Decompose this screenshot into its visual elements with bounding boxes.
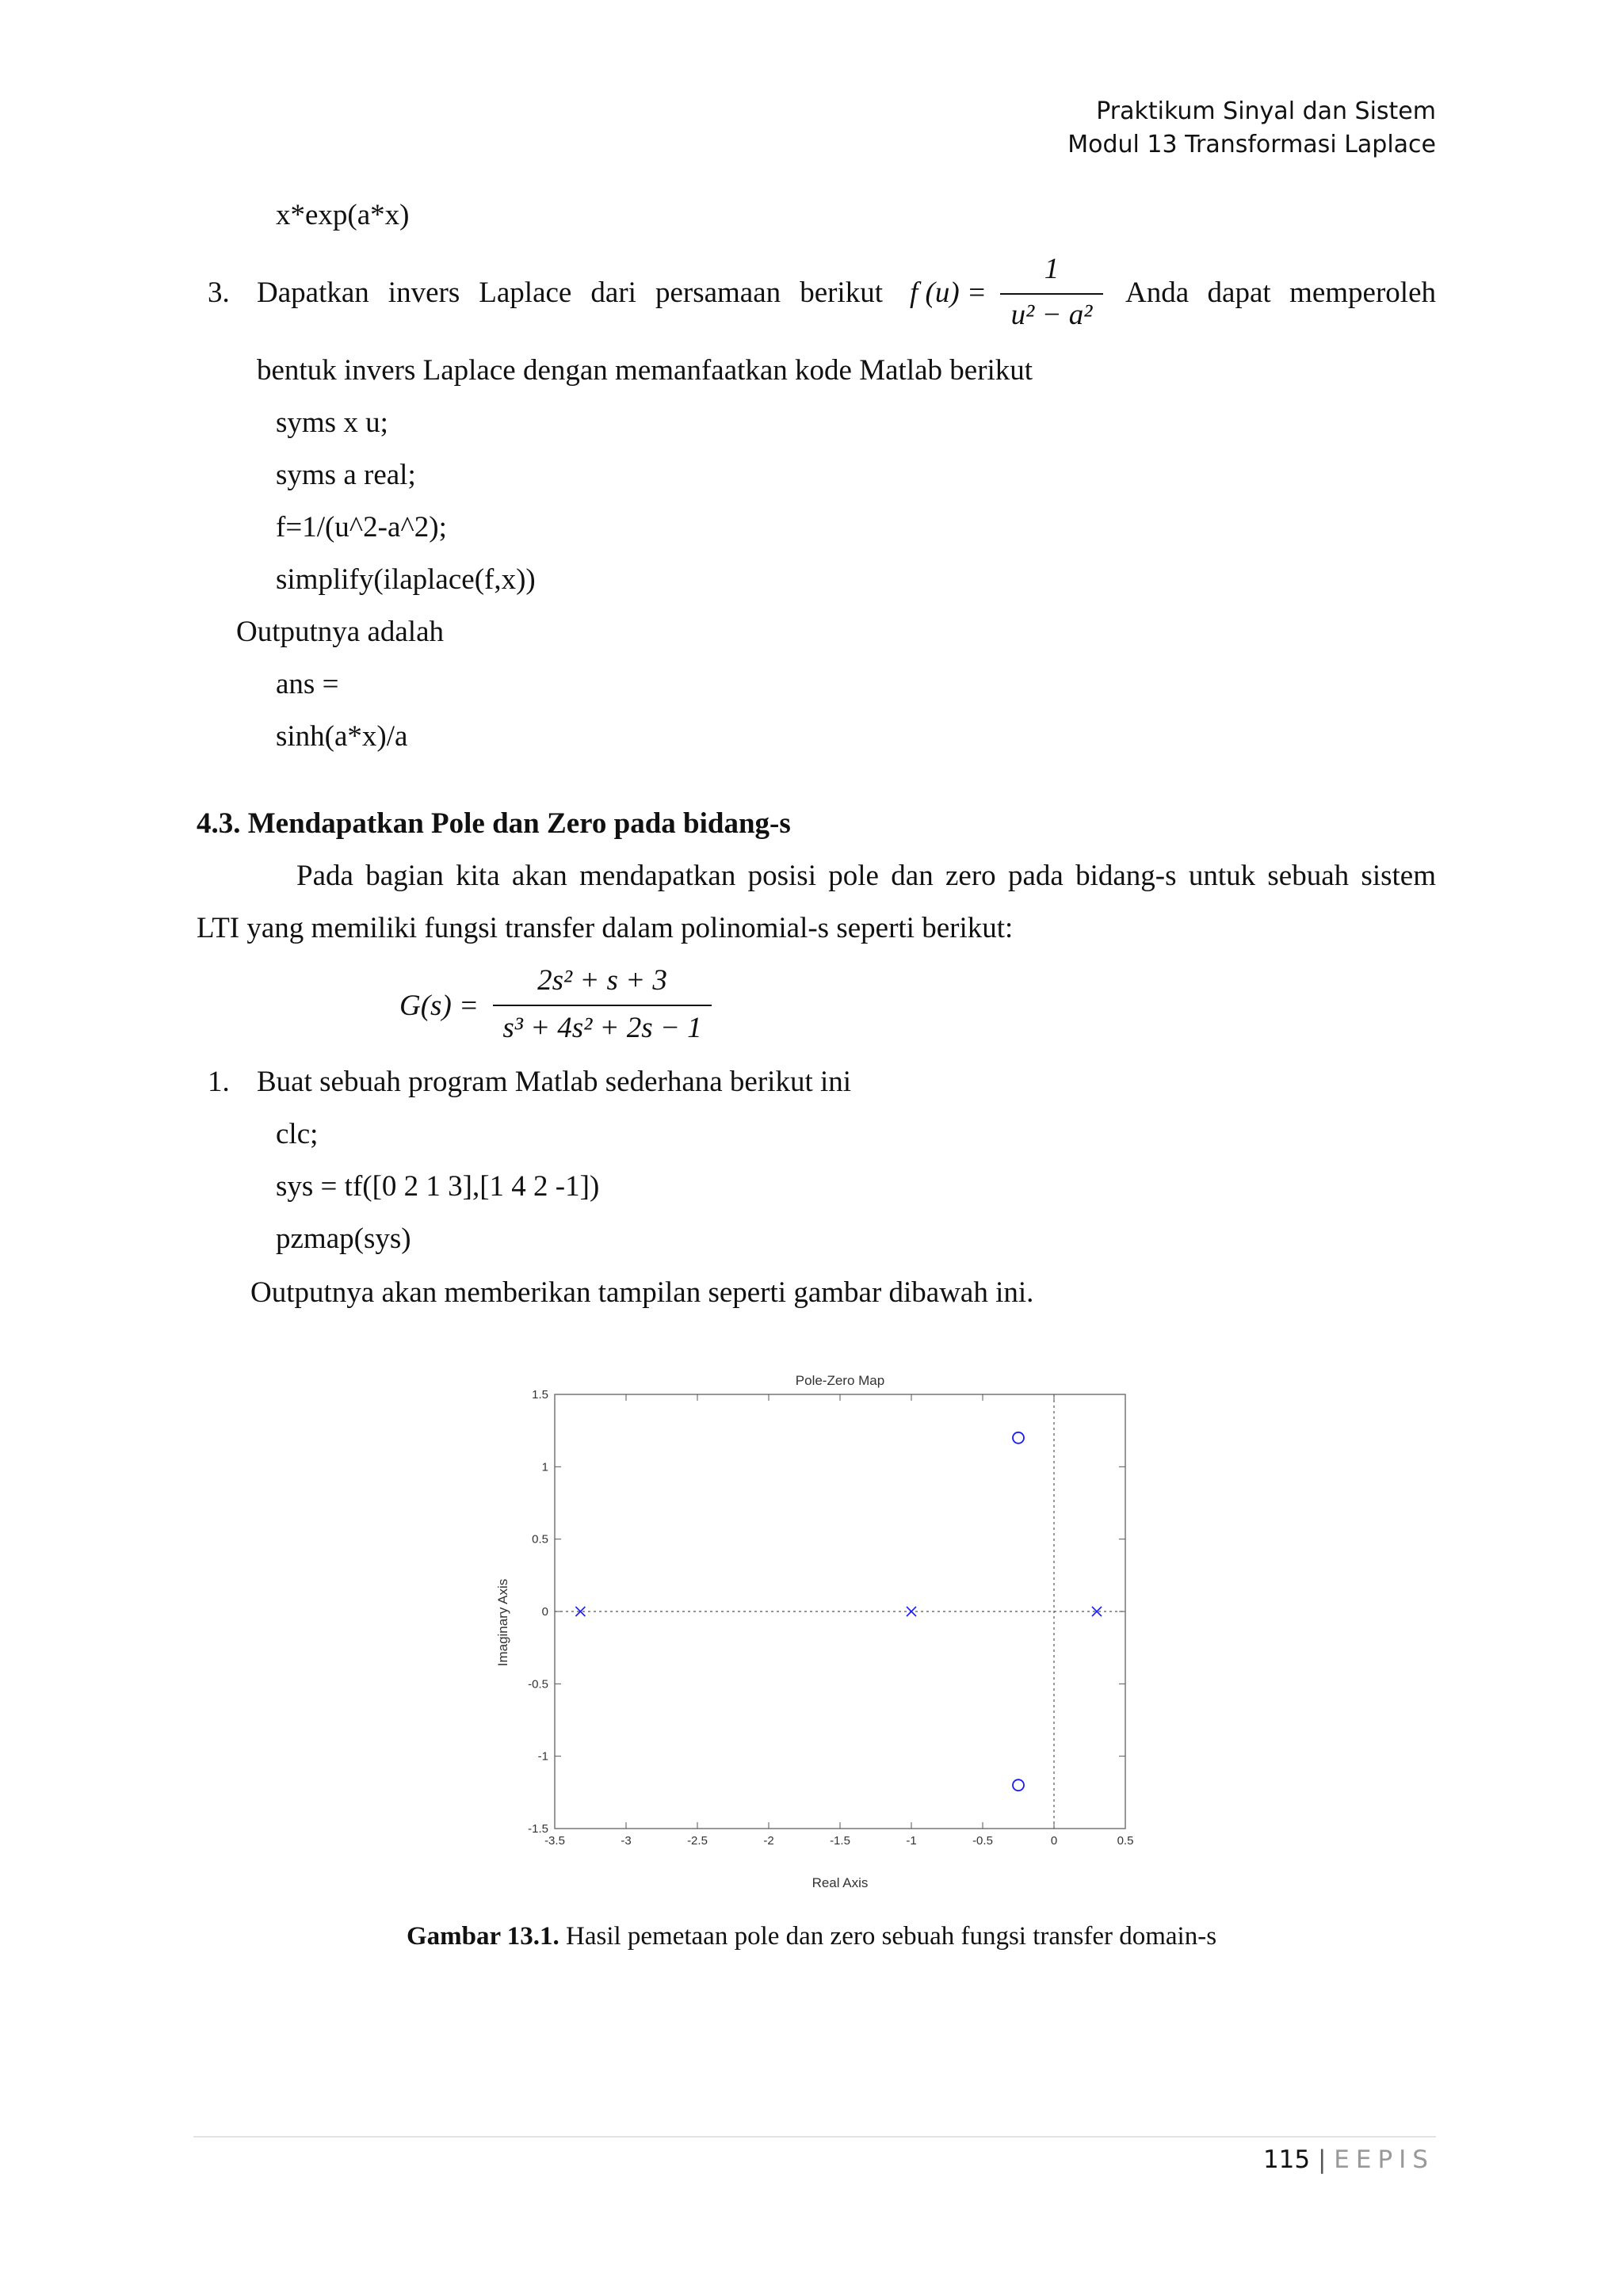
item-3-text-right: Anda dapat memperoleh: [1125, 277, 1436, 309]
y-axis-label: Imaginary Axis: [495, 1578, 510, 1667]
y-tick-label: 1: [541, 1460, 548, 1474]
formula-fraction-bar: [1000, 293, 1103, 295]
footer-organization: EEPIS: [1334, 2145, 1434, 2174]
transfer-function-denominator: s³ + 4s² + 2s − 1: [502, 1012, 702, 1044]
y-tick-label: -1: [537, 1749, 548, 1764]
y-tick-label: 0: [541, 1605, 548, 1619]
transfer-function-bar: [493, 1005, 712, 1006]
paragraph-line-1: Pada bagian kita akan mendapatkan posisi pole dan zero pada bidang-s untuk sebuah sistem: [296, 860, 1436, 892]
output-line: ans =: [276, 668, 339, 700]
figure-caption: [0, 1922, 1623, 1951]
footer-separator: |: [1317, 2145, 1327, 2174]
step-1-number: 1.: [208, 1066, 230, 1098]
y-tick-label: -1.5: [528, 1822, 548, 1836]
section-title: 4.3. Mendapatkan Pole dan Zero pada bidang-s: [197, 807, 791, 840]
page-footer: [1263, 2144, 1434, 2176]
transfer-function-numerator: 2s² + s + 3: [537, 964, 667, 997]
x-tick-label: -3: [621, 1834, 632, 1848]
x-tick-label: -3.5: [544, 1834, 565, 1848]
caption-text: Hasil pemetaan pole dan zero sebuah fungsi transfer domain-s: [559, 1922, 1217, 1951]
item-3-number: 3.: [208, 277, 230, 309]
running-header: [1067, 95, 1436, 162]
code-line: f=1/(u^2-a^2);: [276, 511, 447, 543]
chart-title: Pole-Zero Map: [795, 1373, 885, 1388]
y-tick-label: -0.5: [528, 1677, 548, 1691]
code-line: pzmap(sys): [276, 1222, 411, 1255]
x-tick-label: -1: [906, 1834, 917, 1848]
page-number: 115: [1262, 2145, 1311, 2174]
code-line: syms x u;: [276, 406, 388, 439]
paragraph-line-2: LTI yang memiliki fungsi transfer dalam polinomial-s seperti berikut:: [197, 912, 1014, 944]
x-tick-label: -0.5: [972, 1834, 993, 1848]
header-course: Praktikum Sinyal dan Sistem: [1096, 97, 1436, 125]
x-tick-label: -2: [763, 1834, 774, 1848]
caption-label: Gambar 13.1.: [406, 1922, 559, 1951]
output-line: sinh(a*x)/a: [276, 720, 408, 753]
step-1-text: Buat sebuah program Matlab sederhana berikut ini: [257, 1066, 852, 1098]
code-line: sys = tf([0 2 1 3],[1 4 2 -1]): [276, 1170, 600, 1203]
transfer-function-lhs: G(s) =: [399, 990, 479, 1022]
y-tick-label: 0.5: [532, 1532, 548, 1547]
output-2-text: Outputnya akan memberikan tampilan seperti gambar dibawah ini.: [250, 1276, 1034, 1309]
code-line: simplify(ilaplace(f,x)): [276, 563, 536, 596]
formula-denominator: u² − a²: [1010, 299, 1093, 331]
footer-divider: [193, 2136, 1436, 2138]
code-prev-line: x*exp(a*x): [276, 199, 410, 231]
y-tick-label: 1.5: [532, 1388, 548, 1402]
x-tick-label: -1.5: [830, 1834, 850, 1848]
code-line: syms a real;: [276, 459, 416, 491]
output-label: Outputnya adalah: [236, 616, 444, 648]
header-module: Modul 13 Transformasi Laplace: [1067, 131, 1436, 158]
x-tick-label: -2.5: [687, 1834, 708, 1848]
x-axis-label: Real Axis: [812, 1875, 869, 1890]
x-tick-label: 0: [1050, 1834, 1058, 1848]
code-line: clc;: [276, 1118, 319, 1150]
item-3-continuation: bentuk invers Laplace dengan memanfaatkan kode Matlab berikut: [257, 354, 1033, 387]
x-tick-label: 0.5: [1117, 1834, 1134, 1848]
pole-zero-map-chart: [491, 1369, 1157, 1892]
formula-lhs: f (u) =: [910, 277, 987, 309]
item-3-text: Dapatkan invers Laplace dari persamaan berikut: [257, 277, 883, 309]
formula-numerator: 1: [1044, 253, 1060, 285]
